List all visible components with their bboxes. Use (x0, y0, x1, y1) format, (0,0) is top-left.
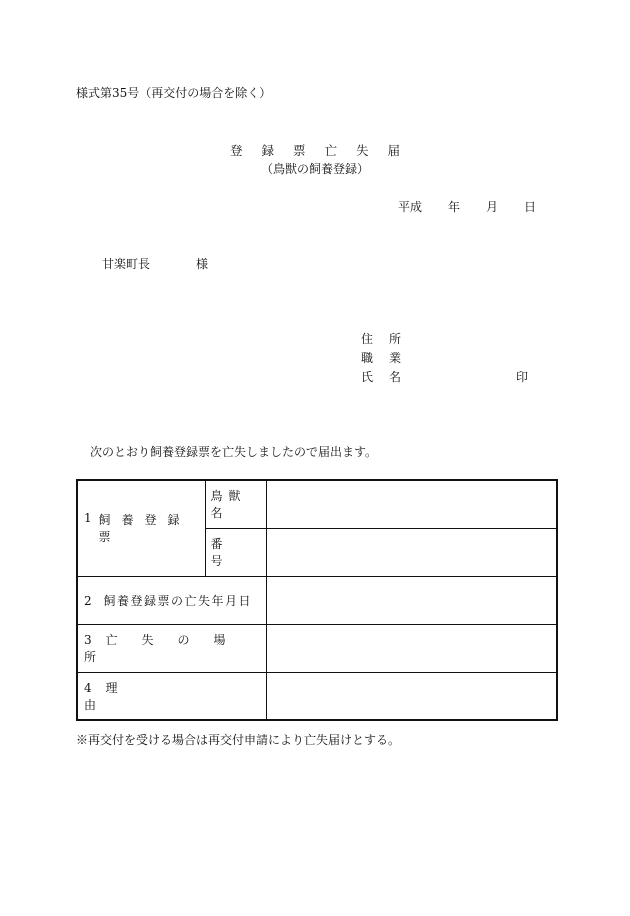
addressee (102, 255, 208, 272)
document-subtitle: （鳥獣の飼養登録） (260, 162, 369, 176)
row2-label: 飼養登録票の亡失年月日 (103, 593, 252, 608)
date-era: 平成 (398, 200, 423, 214)
loss-place-field[interactable] (266, 624, 557, 672)
name-label: 氏名 (361, 370, 401, 384)
address-label: 住所 (361, 332, 401, 346)
number-field[interactable] (266, 528, 557, 576)
row3-label: 亡失の場所 (84, 633, 250, 664)
row4-label: 理由 (84, 680, 249, 712)
number-label: 番号 (210, 537, 247, 568)
row3-number: 3 (84, 633, 92, 647)
reason-field[interactable] (266, 672, 557, 720)
form-number: 様式第35号（再交付の場合を除く） (76, 86, 272, 100)
table-row (77, 624, 557, 672)
row1-label (99, 511, 197, 545)
seal-mark: 印 (516, 370, 529, 384)
row4-label-cell (77, 672, 266, 720)
row3-label-cell (77, 624, 266, 672)
row2-label-cell (77, 576, 266, 624)
sub-label-cell (205, 480, 266, 528)
row1-label-text: 飼養登録票 (98, 513, 191, 545)
addressee-honorific: 様 (196, 257, 209, 271)
addressee-name: 甘楽町長 (102, 257, 151, 271)
statement-text: 次のとおり飼養登録票を亡失しましたので届出ます。 (90, 445, 378, 459)
report-table (76, 479, 558, 721)
date-month: 月 (486, 200, 499, 214)
document-title: 登録票亡失届 (229, 143, 419, 158)
footnote: ※再交付を受ける場合は再交付申請により亡失届けとする。 (76, 733, 401, 747)
bird-name-label: 鳥獣名 (210, 489, 247, 521)
table-row (77, 672, 557, 720)
bird-name-field[interactable] (266, 480, 557, 528)
table-row (77, 576, 557, 624)
occupation-label: 職業 (361, 351, 401, 365)
row1-label-cell (77, 480, 205, 576)
table-row (77, 480, 557, 528)
row2-number: 2 (84, 593, 92, 608)
loss-date-field[interactable] (266, 576, 557, 624)
applicant-address-row (361, 330, 401, 347)
applicant-occupation-row (361, 349, 401, 366)
row4-number: 4 (84, 680, 92, 695)
applicant-name-row (361, 368, 401, 385)
sub-label-cell (205, 528, 266, 576)
date-day: 日 (524, 200, 537, 214)
row1-number: 1 (84, 511, 92, 526)
date-year: 年 (448, 200, 461, 214)
date-line (398, 198, 536, 215)
